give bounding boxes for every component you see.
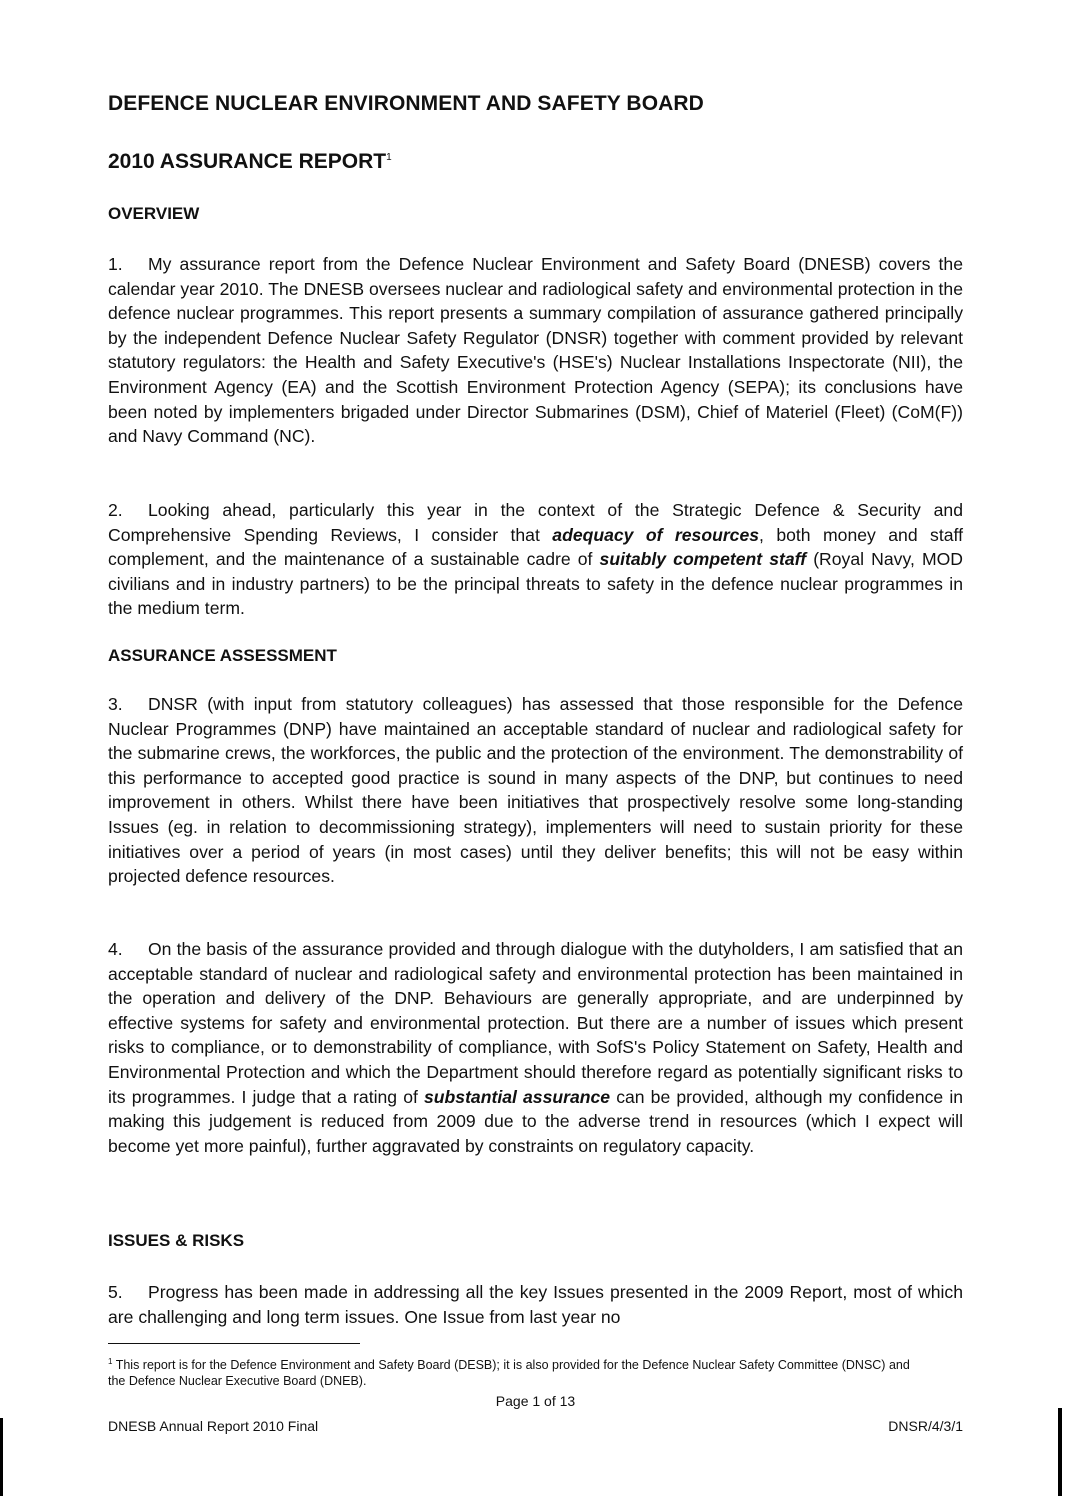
footnote-text: This report is for the Defence Environment and Safety Board (DESB); it is also provided for the Defence Nuclear Safety Committee (DNSC) and the Defence Nuclear Executive Board (DNEB). xyxy=(108,1358,910,1389)
paragraph-text: DNSR (with input from statutory colleagues) has assessed that those responsible for the Defence Nuclear Programmes (DNP) have maintained an acceptable standard of nuclear and radiological safety for the submarine crews, the workforces, the public and the protection of the environment. The demonstrability of this performance to accepted good practice is sound in many aspects of the DNP, but continues to need improvement in others. Whilst there have been initiatives that prospectively resolve some long-standing Issues (eg. in relation to decommissioning strategy), implementers will need to sustain priority for these initiatives over a period of years (in most cases) until they deliver benefits; this will not be easy within projected defence resources. xyxy=(108,694,963,887)
paragraph-3 xyxy=(108,692,963,889)
document-title: DEFENCE NUCLEAR ENVIRONMENT AND SAFETY BOARD xyxy=(108,92,704,115)
scan-edge-mark-left xyxy=(0,1418,3,1496)
footnote-ref: 1 xyxy=(386,152,392,163)
emphasis-text: substantial assurance xyxy=(424,1086,611,1107)
document-page xyxy=(108,0,963,1496)
paragraph-1 xyxy=(108,252,963,449)
section-heading-assessment: ASSURANCE ASSESSMENT xyxy=(108,646,337,665)
paragraph-number: 4. xyxy=(108,939,123,959)
footnote-divider xyxy=(108,1343,360,1344)
paragraph-text: My assurance report from the Defence Nuclear Environment and Safety Board (DNESB) covers the calendar year 2010. The DNESB oversees nuclear and radiological safety and environmental protection in the defence nuclear programmes. This report presents a summary compilation of assurance gathered principally by the independent Defence Nuclear Safety Regulator (DNSR) together with comment provided by relevant statutory regulators: the Health and Safety Executive's (HSE's) Nuclear Installations Inspectorate (NII), the Environment Agency (EA) and the Scottish Environment Protection Agency (SEPA); its conclusions have been noted by implementers brigaded under Director Submarines (DSM), Chief of Materiel (Fleet) (CoM(F)) and Navy Command (NC). xyxy=(108,254,963,447)
paragraph-number: 2. xyxy=(108,500,123,520)
paragraph-text: Progress has been made in addressing all the key Issues presented in the 2009 Report, most of which are challenging and long term issues. One Issue from last year no xyxy=(108,1282,963,1327)
paragraph-number: 1. xyxy=(108,254,123,274)
paragraph-4 xyxy=(108,937,963,1158)
paragraph-text: , both money and staff complement, and the maintenance of a sustainable cadre of xyxy=(108,524,963,570)
scan-edge-mark-right xyxy=(1058,1408,1062,1496)
paragraph-text: Looking ahead, particularly this year in the context of the Strategic Defence & Security and Comprehensive Spending Reviews, I consider that xyxy=(108,500,963,545)
paragraph-5 xyxy=(108,1280,963,1329)
footer-document-name: DNESB Annual Report 2010 Final xyxy=(108,1418,319,1434)
paragraph-number: 3. xyxy=(108,694,123,714)
paragraph-2 xyxy=(108,498,963,621)
report-subtitle xyxy=(108,150,392,174)
section-heading-issues: ISSUES & RISKS xyxy=(108,1231,245,1250)
paragraph-text: can be provided, although my confidence in making this judgement is reduced from 2009 due to the adverse trend in resources (which I expect will become yet more painful), further aggravated by constraints on regulatory capacity. xyxy=(108,1086,964,1156)
footnote xyxy=(108,1354,928,1389)
emphasis-text: suitably competent staff xyxy=(599,549,807,570)
footer-reference: DNSR/4/3/1 xyxy=(888,1418,963,1434)
emphasis-text: adequacy of resources xyxy=(552,524,760,545)
report-subtitle-text: 2010 ASSURANCE REPORT xyxy=(108,150,387,173)
section-heading-overview: OVERVIEW xyxy=(108,204,200,223)
paragraph-text: (Royal Navy, MOD civilians and in industry partners) to be the principal threats to safety in the defence nuclear programmes in the medium term. xyxy=(108,549,964,619)
footnote-marker: 1 xyxy=(108,1357,113,1366)
page-number: Page 1 of 13 xyxy=(495,1393,576,1409)
paragraph-number: 5. xyxy=(108,1282,123,1302)
paragraph-text: On the basis of the assurance provided and through dialogue with the dutyholders, I am satisfied that an acceptable standard of nuclear and radiological safety and environmental protection has been maintained in the operation and delivery of the DNP. Behaviours are generally appropriate, and are underpinned by effective systems for safety and environmental protection. But there are a number of issues which present risks to compliance, or to demonstrability of compliance, with SofS's Policy Statement on Safety, Health and Environmental Protection and which the Department should therefore regard as potentially significant risks to its programmes. I judge that a rating of xyxy=(108,939,963,1107)
